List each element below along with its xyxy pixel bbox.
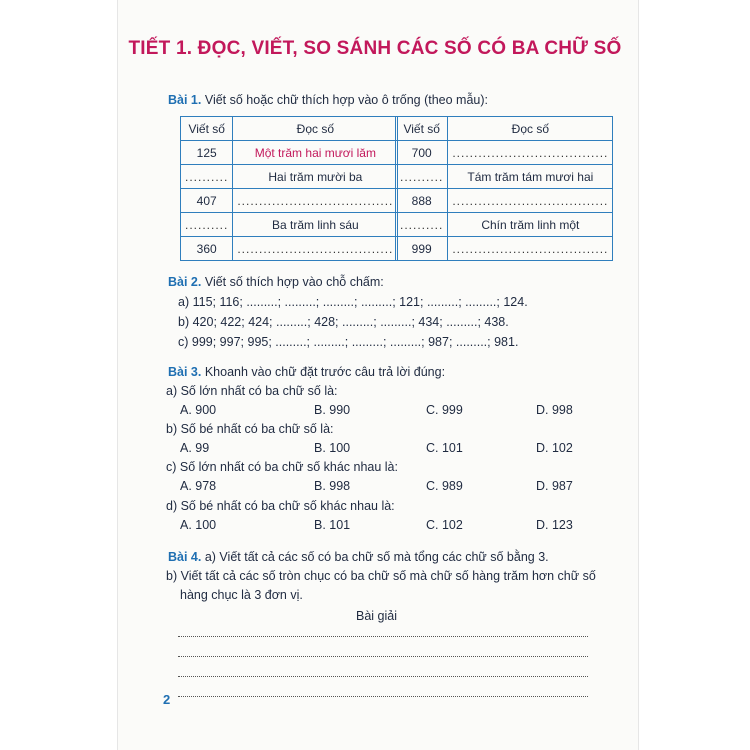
exercise-4-label: Bài 4.: [168, 550, 202, 564]
table-cell[interactable]: ..........: [396, 165, 448, 189]
table-cell: Hai trăm mười ba: [233, 165, 398, 189]
option-d-A[interactable]: A. 100: [180, 518, 217, 532]
option-d-D[interactable]: D. 123: [536, 518, 573, 532]
table-cell: 407: [181, 189, 233, 213]
exercise-2-line-b[interactable]: b) 420; 422; 424; .........; 428; .........; .........; 434; .........; 438.: [178, 315, 509, 329]
table-cell: Ba trăm linh sáu: [233, 213, 398, 237]
table-cell[interactable]: ..........: [181, 213, 233, 237]
exercise-3-text: Khoanh vào chữ đặt trước câu trả lời đúng:: [204, 365, 446, 379]
option-b-C[interactable]: C. 101: [426, 441, 463, 455]
exercise-1-table-left: [180, 116, 398, 261]
table-row: [396, 237, 613, 261]
table-cell: Tám trăm tám mươi hai: [448, 165, 613, 189]
answer-line[interactable]: [178, 696, 588, 697]
answer-line[interactable]: [178, 676, 588, 677]
table-cell[interactable]: ....................................: [448, 189, 613, 213]
table-row: [181, 213, 398, 237]
exercise-2-label: Bài 2.: [168, 275, 202, 289]
table-row: [396, 165, 613, 189]
exercise-2-line-c[interactable]: c) 999; 997; 995; .........; .........; .........; .........; 987; .........; 981.: [178, 335, 519, 349]
answer-line[interactable]: [178, 656, 588, 657]
option-a-A[interactable]: A. 900: [180, 403, 217, 417]
table-cell[interactable]: ....................................: [448, 237, 613, 261]
option-b-A[interactable]: A. 99: [180, 441, 210, 455]
table-cell[interactable]: ....................................: [233, 189, 398, 213]
exercise-1-heading: [168, 93, 488, 107]
option-a-C[interactable]: C. 999: [426, 403, 463, 417]
exercise-1-text: Viết số hoặc chữ thích hợp vào ô trống (theo mẫu):: [204, 93, 489, 107]
question-b: b) Số bé nhất có ba chữ số là:: [166, 422, 334, 436]
table-row: [181, 189, 398, 213]
option-b-D[interactable]: D. 102: [536, 441, 573, 455]
exercise-2-text: Viết số thích hợp vào chỗ chấm:: [204, 275, 384, 289]
table-header: Viết số: [181, 117, 233, 141]
exercise-3-label: Bài 3.: [168, 365, 202, 379]
table-row: [181, 237, 398, 261]
exercise-1-label: Bài 1.: [168, 93, 202, 107]
exercise-3-heading: [168, 365, 445, 379]
exercise-4-heading: [168, 550, 549, 564]
option-c-B[interactable]: B. 998: [314, 479, 351, 493]
exercise-2-heading: [168, 275, 384, 289]
exercise-2-line-a[interactable]: a) 115; 116; .........; .........; .........; .........; 121; .........; .........; 124.: [178, 295, 528, 309]
table-row: [396, 189, 613, 213]
exercise-4-part-b-line2: hàng chục là 3 đơn vị.: [180, 588, 303, 602]
table-cell: 125: [181, 141, 233, 165]
exercise-4-part-a: a) Viết tất cả các số có ba chữ số mà tổng các chữ số bằng 3.: [204, 550, 549, 564]
question-d: d) Số bé nhất có ba chữ số khác nhau là:: [166, 499, 395, 513]
table-cell[interactable]: ..........: [396, 213, 448, 237]
table-cell: 888: [396, 189, 448, 213]
table-cell: 700: [396, 141, 448, 165]
solution-heading: Bài giải: [356, 609, 397, 623]
table-row: [181, 141, 398, 165]
option-d-C[interactable]: C. 102: [426, 518, 463, 532]
table-header: Đọc số: [448, 117, 613, 141]
table-cell[interactable]: ....................................: [448, 141, 613, 165]
option-c-D[interactable]: D. 987: [536, 479, 573, 493]
table-header: Viết số: [396, 117, 448, 141]
table-cell: 999: [396, 237, 448, 261]
option-c-C[interactable]: C. 989: [426, 479, 463, 493]
table-cell[interactable]: ....................................: [233, 237, 398, 261]
option-b-B[interactable]: B. 100: [314, 441, 351, 455]
option-c-A[interactable]: A. 978: [180, 479, 217, 493]
table-row: [181, 165, 398, 189]
table-cell: Chín trăm linh một: [448, 213, 613, 237]
exercise-1-table-right: [395, 116, 613, 261]
question-c: c) Số lớn nhất có ba chữ số khác nhau là:: [166, 460, 398, 474]
page-title: TIẾT 1. ĐỌC, VIẾT, SO SÁNH CÁC SỐ CÓ BA CHỮ SỐ: [128, 38, 622, 59]
table-cell: Một trăm hai mươi lăm: [233, 141, 398, 165]
option-d-B[interactable]: B. 101: [314, 518, 351, 532]
table-row: [396, 141, 613, 165]
question-a: a) Số lớn nhất có ba chữ số là:: [166, 384, 338, 398]
option-a-D[interactable]: D. 998: [536, 403, 573, 417]
option-a-B[interactable]: B. 990: [314, 403, 351, 417]
answer-line[interactable]: [178, 636, 588, 637]
table-cell[interactable]: ..........: [181, 165, 233, 189]
table-header: Đọc số: [233, 117, 398, 141]
table-row: [396, 213, 613, 237]
page-number: 2: [163, 692, 171, 707]
table-cell: 360: [181, 237, 233, 261]
exercise-4-part-b-line1: b) Viết tất cả các số tròn chục có ba chữ số mà chữ số hàng trăm hơn chữ số: [166, 569, 596, 583]
